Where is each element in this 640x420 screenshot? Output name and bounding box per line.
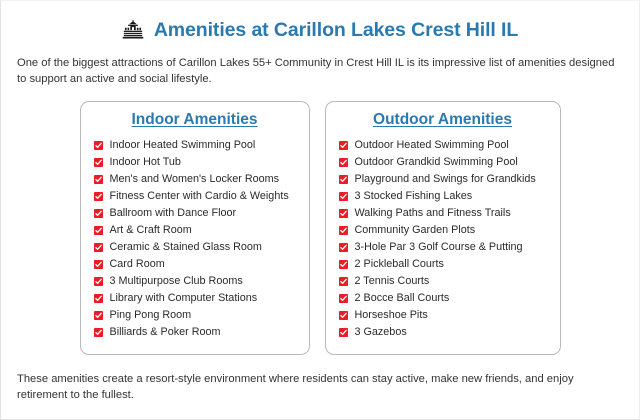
- red-checkbox-icon: [94, 141, 103, 150]
- list-item: [339, 188, 547, 205]
- amenity-label: Fitness Center with Cardio & Weights: [109, 190, 289, 202]
- list-item: [339, 205, 547, 222]
- landmark-building-icon: [122, 20, 144, 42]
- red-checkbox-icon: [94, 243, 103, 252]
- indoor-amenities-card: [80, 101, 310, 355]
- amenity-label: Horseshoe Pits: [354, 309, 428, 321]
- amenity-label: Men's and Women's Locker Rooms: [109, 173, 280, 185]
- indoor-amenities-list: [94, 137, 296, 341]
- intro-paragraph: One of the biggest attractions of Carillon Lakes 55+ Community in Crest Hill IL is its impressive list of amenities designed to support an active and social lifestyle.: [17, 57, 615, 85]
- list-item: [339, 290, 547, 307]
- list-item: [339, 239, 547, 256]
- list-item: [339, 324, 547, 341]
- red-checkbox-icon: [339, 277, 348, 286]
- list-item: [94, 239, 296, 256]
- red-checkbox-icon: [339, 328, 348, 337]
- red-checkbox-icon: [339, 260, 348, 269]
- red-checkbox-icon: [94, 294, 103, 303]
- list-item: [94, 188, 296, 205]
- red-checkbox-icon: [339, 192, 348, 201]
- amenity-label: 3 Multipurpose Club Rooms: [109, 275, 243, 287]
- red-checkbox-icon: [339, 243, 348, 252]
- amenity-label: Walking Paths and Fitness Trails: [354, 207, 511, 219]
- red-checkbox-icon: [339, 311, 348, 320]
- amenity-label: Billiards & Poker Room: [109, 326, 221, 338]
- red-checkbox-icon: [94, 311, 103, 320]
- amenity-label: Playground and Swings for Grandkids: [354, 173, 536, 185]
- list-item: [94, 324, 296, 341]
- list-item: [339, 222, 547, 239]
- list-item: [94, 171, 296, 188]
- red-checkbox-icon: [94, 209, 103, 218]
- amenity-label: Library with Computer Stations: [109, 292, 258, 304]
- red-checkbox-icon: [339, 175, 348, 184]
- amenity-label: Indoor Heated Swimming Pool: [109, 139, 256, 151]
- outdoor-amenities-card: [325, 101, 561, 355]
- amenities-columns: [17, 101, 623, 355]
- amenity-label: 2 Bocce Ball Courts: [354, 292, 450, 304]
- list-item: [339, 256, 547, 273]
- list-item: [94, 205, 296, 222]
- amenity-label: 3-Hole Par 3 Golf Course & Putting: [354, 241, 523, 253]
- amenity-label: 3 Stocked Fishing Lakes: [354, 190, 473, 202]
- outdoor-amenities-title: Outdoor Amenities: [373, 111, 512, 128]
- outdoor-amenities-list: [339, 137, 547, 341]
- amenity-label: Ping Pong Room: [109, 309, 192, 321]
- indoor-amenities-title: Indoor Amenities: [131, 111, 258, 128]
- list-item: [339, 307, 547, 324]
- amenity-label: Ballroom with Dance Floor: [109, 207, 237, 219]
- list-item: [339, 154, 547, 171]
- amenity-label: 2 Tennis Courts: [354, 275, 430, 287]
- amenity-label: 2 Pickleball Courts: [354, 258, 444, 270]
- red-checkbox-icon: [94, 226, 103, 235]
- amenity-label: Outdoor Heated Swimming Pool: [354, 139, 509, 151]
- red-checkbox-icon: [94, 277, 103, 286]
- list-item: [94, 290, 296, 307]
- list-item: [94, 222, 296, 239]
- red-checkbox-icon: [339, 141, 348, 150]
- amenity-label: Community Garden Plots: [354, 224, 476, 236]
- list-item: [339, 273, 547, 290]
- red-checkbox-icon: [94, 192, 103, 201]
- red-checkbox-icon: [339, 209, 348, 218]
- amenity-label: Ceramic & Stained Glass Room: [109, 241, 262, 253]
- amenity-label: 3 Gazebos: [354, 326, 407, 338]
- red-checkbox-icon: [339, 226, 348, 235]
- red-checkbox-icon: [94, 158, 103, 167]
- list-item: [339, 171, 547, 188]
- red-checkbox-icon: [339, 294, 348, 303]
- list-item: [94, 307, 296, 324]
- page-title: Amenities at Carillon Lakes Crest Hill IL: [153, 18, 519, 41]
- list-item: [339, 137, 547, 154]
- page-header: [1, 1, 639, 46]
- amenity-label: Indoor Hot Tub: [109, 156, 181, 168]
- list-item: [94, 154, 296, 171]
- amenity-label: Art & Craft Room: [109, 224, 192, 236]
- amenity-label: Outdoor Grandkid Swimming Pool: [354, 156, 518, 168]
- red-checkbox-icon: [94, 260, 103, 269]
- list-item: [94, 273, 296, 290]
- list-item: [94, 256, 296, 273]
- red-checkbox-icon: [94, 328, 103, 337]
- red-checkbox-icon: [339, 158, 348, 167]
- list-item: [94, 137, 296, 154]
- red-checkbox-icon: [94, 175, 103, 184]
- amenity-label: Card Room: [109, 258, 165, 270]
- outro-paragraph: These amenities create a resort-style environment where residents can stay active, make new friends, and enjoy retirement to the fullest.: [17, 373, 574, 401]
